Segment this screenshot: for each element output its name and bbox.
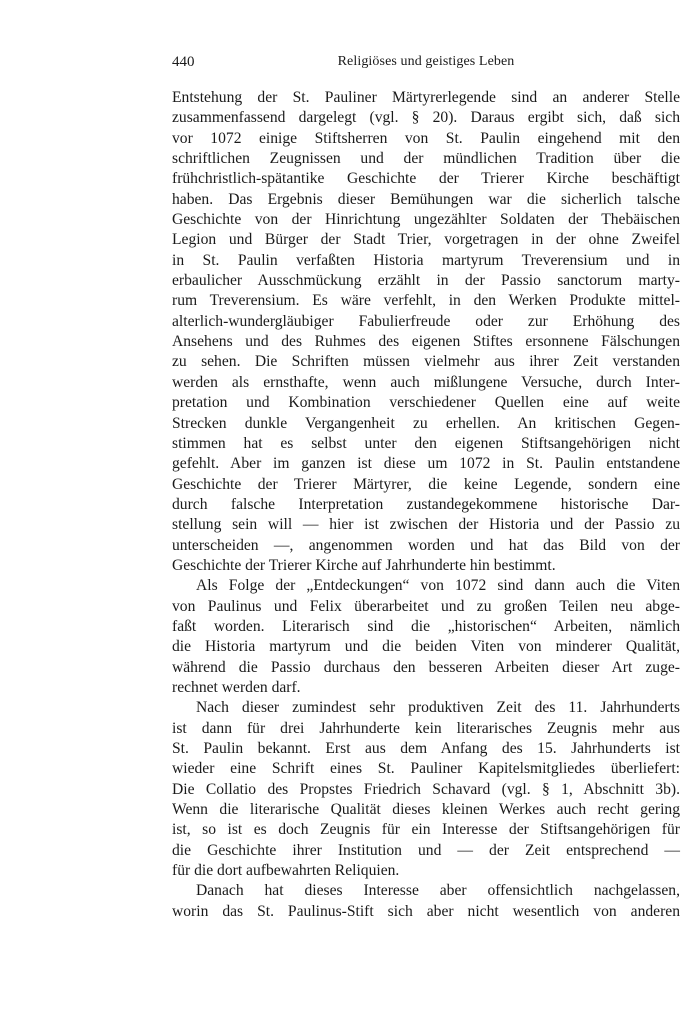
text-line: ist, so ist es doch Zeugnis für ein Interesse der Stiftsangehörigen für [172, 821, 680, 839]
text-line: Ansehens und des Ruhmes des eigenen Stiftes ersonnene Fälschungen [172, 333, 680, 351]
text-line: erbaulicher Ausschmückung erzählt in der Passio sanctorum marty- [172, 272, 680, 290]
text-line: worin das St. Paulinus-Stift sich aber nicht wesentlich von anderen [172, 902, 680, 920]
text-line: stimmen hat es selbst unter den eigenen Stiftsangehörigen nicht [172, 434, 680, 452]
text-line: Legion und Bürger der Stadt Trier, vorgetragen in der ohne Zweifel [172, 231, 680, 249]
text-line: die Geschichte ihrer Institution und — der Zeit entsprechend — [172, 841, 680, 859]
text-line: Geschichte von der Hinrichtung ungezählter Soldaten der Thebäischen [172, 211, 680, 229]
text-line: frühchristlich-spätantike Geschichte der Trierer Kirche beschäftigt [172, 170, 680, 188]
text-line: Als Folge der „Entdeckungen“ von 1072 sind dann auch die Viten [196, 577, 680, 595]
text-line: vor 1072 einige Stiftsherren von St. Paulin eingehend mit den [172, 129, 680, 147]
text-line: für die dort aufbewahrten Reliquien. [172, 862, 400, 880]
text-line: rechnet werden darf. [172, 678, 301, 696]
text-line: haben. Das Ergebnis dieser Bemühungen war die sicherlich talsche [172, 190, 680, 208]
text-line: stellung sein will — hier ist zwischen der Historia und der Passio zu [172, 516, 680, 534]
body-text [172, 88, 680, 922]
text-line: durch falsche Interpretation zustandegekommene historische Dar- [172, 495, 680, 513]
running-head [172, 54, 680, 74]
text-line: rum Treverensium. Es wäre verfehlt, in den Werken Produkte mittel- [172, 292, 680, 310]
text-line: wieder eine Schrift eines St. Pauliner Kapitelsmitgliedes überliefert: [172, 760, 680, 778]
text-line: zusammenfassend dargelegt (vgl. § 20). Daraus ergibt sich, daß sich [172, 109, 680, 127]
text-line: von Paulinus und Felix überarbeitet und zu großen Teilen neu abge- [172, 597, 680, 615]
text-line: Nach dieser zumindest sehr produktiven Zeit des 11. Jahrhunderts [196, 699, 680, 717]
text-line: Danach hat dieses Interesse aber offensichtlich nachgelassen, [196, 882, 680, 900]
paragraph [172, 88, 680, 576]
text-line: Wenn die literarische Qualität dieses kleinen Werkes auch recht gering [172, 801, 680, 819]
text-line: alterlich-wundergläubiger Fabulierfreude oder zur Erhöhung des [172, 312, 680, 330]
page-number: 440 [172, 54, 195, 70]
text-line: werden als ernsthafte, wenn auch mißlungene Versuche, durch Inter- [172, 373, 680, 391]
text-line: schriftlichen Zeugnissen und der mündlichen Tradition über die [172, 150, 680, 168]
text-line: während die Passio durchaus den besseren Arbeiten dieser Art zuge- [172, 658, 680, 676]
text-line: in St. Paulin verfaßten Historia martyrum Treverensium und in [172, 251, 680, 269]
text-line: ist dann für drei Jahrhunderte kein literarisches Zeugnis mehr aus [172, 719, 680, 737]
text-line: Die Collatio des Propstes Friedrich Schavard (vgl. § 1, Abschnitt 3b). [172, 780, 680, 798]
text-line: die Historia martyrum und die beiden Viten von minderer Qualität, [172, 638, 680, 656]
text-line: pretation und Kombination verschiedener Quellen eine auf weite [172, 394, 680, 412]
paragraph [172, 576, 680, 698]
text-line: Strecken dunkle Vergangenheit zu erhellen. An kritischen Gegen- [172, 414, 680, 432]
text-line: Entstehung der St. Pauliner Märtyrerlegende sind an anderer Stelle [172, 89, 680, 106]
text-line: zu sehen. Die Schriften müssen vielmehr aus ihrer Zeit verstanden [172, 353, 680, 371]
text-line: St. Paulin bekannt. Erst aus dem Anfang des 15. Jahrhunderts ist [172, 740, 680, 757]
paragraph [172, 881, 680, 922]
running-head-title: Religiöses und geistiges Leben [337, 54, 515, 69]
text-line: gefehlt. Aber im ganzen ist diese um 1072 in St. Paulin entstandene [172, 455, 680, 473]
text-line: Geschichte der Trierer Märtyrer, die keine Legende, sondern eine [172, 475, 680, 493]
text-line: unterscheiden —, angenommen worden und hat das Bild von der [172, 536, 680, 554]
paragraph [172, 698, 680, 881]
text-line: Geschichte der Trierer Kirche auf Jahrhunderte hin bestimmt. [172, 556, 556, 574]
text-line: faßt worden. Literarisch sind die „historischen“ Arbeiten, nämlich [172, 617, 680, 635]
